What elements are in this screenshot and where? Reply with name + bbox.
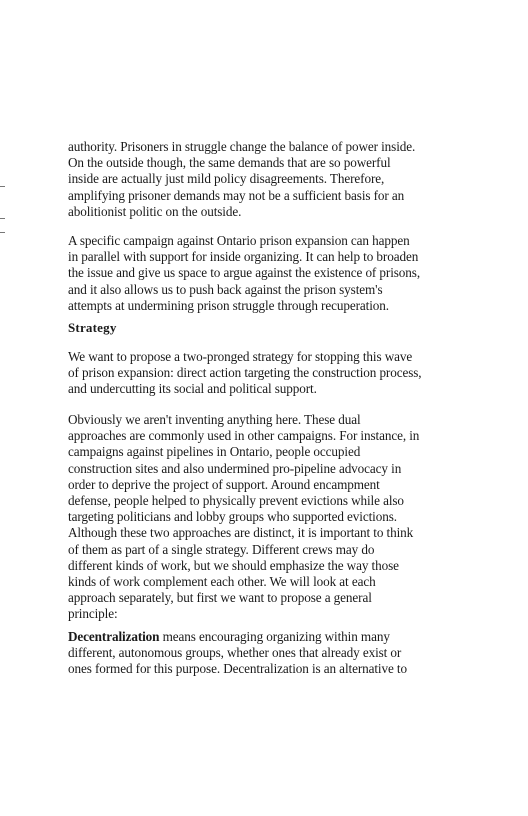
paragraph-two-pronged: We want to propose a two-pronged strategy for stopping this wave of prison expansion: direct action targeting the construction process, and undercutting its social and political support. bbox=[68, 349, 422, 397]
paragraph-dual-approaches: Obviously we aren't inventing anything here. These dual approaches are commonly used in other campaigns. For instance, in campaigns against pipelines in Ontario, people occupied construction sites and also undermined pro-pipeline advocacy in order to deprive the project of support. Around encampment defense, people helped to physically prevent evictions while also targeting politicians and lobby groups who supported evictions. Although these two approaches are distinct, it is important to think of them as part of a single strategy. Different crews may do different kinds of work, but we should emphasize the way those kinds of work complement each other. We will look at each approach separately, but first we want to propose a general principle: bbox=[68, 412, 420, 622]
paragraph-authority: authority. Prisoners in struggle change the balance of power inside. On the outside though, the same demands that are so powerful inside are actually just mild policy disagreements. Therefore, amplifying prisoner demands may not be a sufficient basis for an abolitionist politic on the outside. bbox=[68, 139, 416, 219]
margin-mark bbox=[0, 218, 5, 219]
decentralization-text: means encouraging organizing within many different, autonomous groups, whether ones that already exist or ones formed for this purpose. Decentralization is an alternative to bbox=[68, 629, 407, 677]
paragraph-campaign: A specific campaign against Ontario prison expansion can happen in parallel with support for inside organizing. It can help to broaden the issue and give us space to argue against the existence of prisons, and it also allows us to push back against the prison system's attempts at undermining prison struggle through recuperation. bbox=[68, 233, 421, 313]
paragraph-decentralization bbox=[68, 629, 448, 678]
margin-mark bbox=[0, 232, 5, 233]
margin-mark bbox=[0, 186, 5, 187]
section-heading: Strategy bbox=[68, 320, 117, 335]
decentralization-term: Decentralization bbox=[68, 629, 160, 644]
